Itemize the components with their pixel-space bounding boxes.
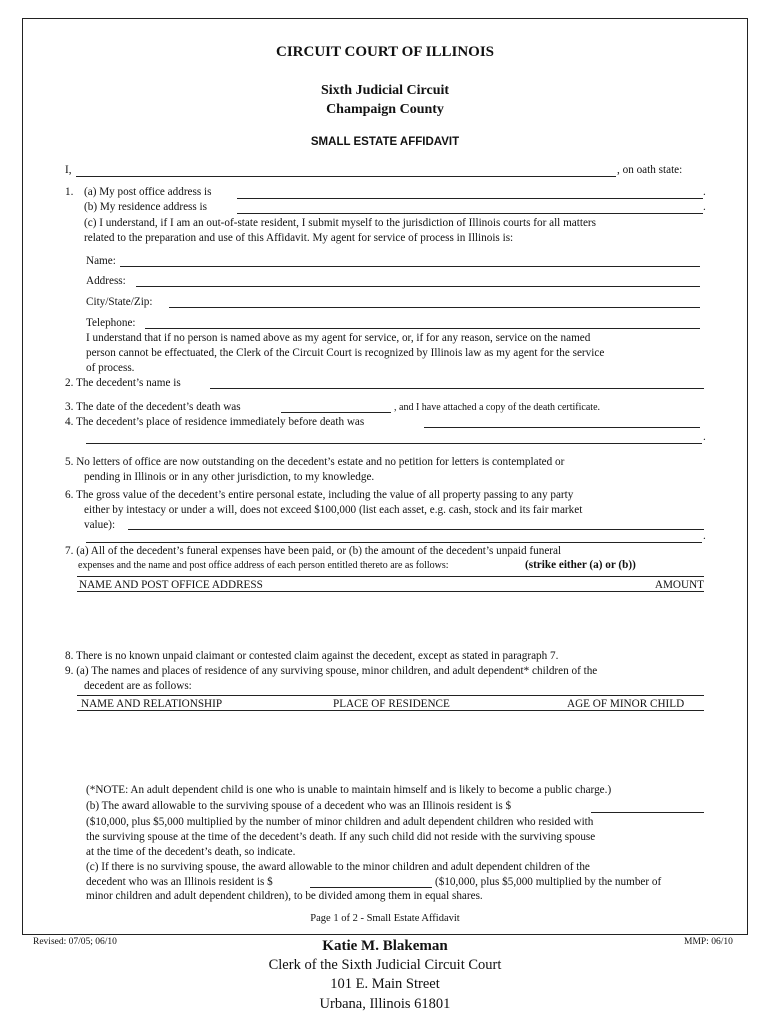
revised-date: Revised: 07/05; 06/10 bbox=[33, 937, 117, 947]
p3-suffix: , and I have attached a copy of the death certificate. bbox=[394, 402, 601, 413]
col-name-address: NAME AND POST OFFICE ADDRESS bbox=[79, 579, 263, 591]
p9b-line1: (b) The award allowable to the surviving spouse of a decedent who was an Illinois resident is $ bbox=[86, 800, 512, 812]
p6-line2: either by intestacy or under a will, does not exceed $100,000 (list each asset, e.g. cash, stock and its fair market bbox=[84, 504, 583, 516]
p6-line1: 6. The gross value of the decedent’s entire personal estate, including the value of all property passing to any party bbox=[65, 489, 574, 501]
residence-before-death-field-2[interactable] bbox=[86, 443, 702, 444]
p9c-line1: (c) If there is no surviving spouse, the award allowable to the minor children and adult dependent children of the bbox=[86, 861, 590, 873]
p1a-label: (a) My post office address is bbox=[84, 186, 212, 198]
p9c-line2b: ($10,000, plus $5,000 multiplied by the number of bbox=[435, 876, 662, 888]
p1c-line1: (c) I understand, if I am an out-of-state resident, I submit myself to the jurisdiction of Illinois courts for all matters bbox=[84, 217, 597, 229]
p7-strike-note: (strike either (a) or (b)) bbox=[525, 559, 636, 571]
page-label: Page 1 of 2 - Small Estate Affidavit bbox=[310, 913, 460, 924]
p8-text: 8. There is no known unpaid claimant or contested claim against the decedent, except as stated in paragraph 7. bbox=[65, 650, 559, 662]
p1-number: 1. bbox=[65, 186, 74, 198]
agent-city-field[interactable] bbox=[169, 307, 700, 308]
p9c-line3: minor children and adult dependent children), to be divided among them in equal shares. bbox=[86, 890, 483, 902]
col-age-minor: AGE OF MINOR CHILD bbox=[567, 698, 685, 710]
agent-address-field[interactable] bbox=[136, 286, 700, 287]
spouse-award-field[interactable] bbox=[591, 812, 704, 813]
p1c-line2: related to the preparation and use of this Affidavit. My agent for service of process in Illinois is: bbox=[84, 232, 514, 244]
intro-oath: , on oath state: bbox=[617, 164, 683, 176]
p1b-label: (b) My residence address is bbox=[84, 201, 208, 213]
court-title: CIRCUIT COURT OF ILLINOIS bbox=[276, 44, 494, 60]
agent-name-field[interactable] bbox=[120, 266, 700, 267]
death-date-field[interactable] bbox=[281, 412, 391, 413]
p9-line2: decedent are as follows: bbox=[84, 680, 192, 692]
clerk-street: 101 E. Main Street bbox=[330, 976, 440, 992]
funeral-expenses-table-header bbox=[77, 576, 704, 592]
intro-i: I, bbox=[65, 164, 72, 176]
p2-label: 2. The decedent’s name is bbox=[65, 377, 181, 389]
mmp-date: MMP: 06/10 bbox=[684, 937, 733, 947]
affiant-name-field[interactable] bbox=[76, 176, 616, 177]
survivors-table-header bbox=[77, 695, 704, 711]
p9b-line3: the surviving spouse at the time of the decedent’s death. If any such child did not reside with the surviving spouse bbox=[86, 831, 596, 843]
clerk-name: Katie M. Blakeman bbox=[322, 938, 448, 954]
p7-line2: expenses and the name and post office address of each person entitled thereto are as follows: bbox=[78, 560, 449, 571]
p9c-line2a: decedent who was an Illinois resident is $ bbox=[86, 876, 273, 888]
col-place-residence: PLACE OF RESIDENCE bbox=[333, 698, 450, 710]
p7-line1: 7. (a) All of the decedent’s funeral expenses have been paid, or (b) the amount of the decedent’s unpaid funeral bbox=[65, 545, 562, 557]
agent-address-label: Address: bbox=[86, 275, 126, 287]
agent-telephone-label: Telephone: bbox=[86, 317, 136, 329]
post-office-address-field[interactable] bbox=[237, 198, 703, 199]
p5-line2: pending in Illinois or in any other jurisdiction, to my knowledge. bbox=[84, 471, 375, 483]
p4-label: 4. The decedent’s place of residence immediately before death was bbox=[65, 416, 365, 428]
estate-assets-field[interactable] bbox=[128, 529, 704, 530]
p3-label: 3. The date of the decedent’s death was bbox=[65, 401, 241, 413]
p1-understand-line3: of process. bbox=[86, 362, 135, 374]
decedent-name-field[interactable] bbox=[210, 388, 704, 389]
p9b-line2: ($10,000, plus $5,000 multiplied by the number of minor children and adult dependent children who resided with bbox=[86, 816, 594, 828]
agent-city-label: City/State/Zip: bbox=[86, 296, 153, 308]
agent-name-label: Name: bbox=[86, 255, 116, 267]
agent-telephone-field[interactable] bbox=[145, 328, 700, 329]
circuit-name: Sixth Judicial Circuit bbox=[320, 83, 450, 98]
page-title: SMALL ESTATE AFFIDAVIT bbox=[310, 136, 460, 148]
col-name-relationship: NAME AND RELATIONSHIP bbox=[81, 698, 223, 710]
p9b-line4: at the time of the decedent’s death, so indicate. bbox=[86, 846, 296, 858]
p6-line3: value): bbox=[84, 519, 116, 531]
p5-line1: 5. No letters of office are now outstanding on the decedent’s estate and no petition for letters is contemplated or bbox=[65, 456, 565, 468]
residence-before-death-field[interactable] bbox=[424, 427, 700, 428]
p9-note: (*NOTE: An adult dependent child is one who is unable to maintain himself and is likely to become a public charge.) bbox=[86, 784, 612, 796]
p1-understand-line1: I understand that if no person is named above as my agent for service, or, if for any reason, service on the named bbox=[86, 332, 591, 344]
p1-understand-line2: person cannot be effectuated, the Clerk of the Circuit Court is recognized by Illinois law as my agent for the service bbox=[86, 347, 605, 359]
estate-assets-field-2[interactable] bbox=[86, 542, 702, 543]
clerk-city: Urbana, Illinois 61801 bbox=[319, 996, 451, 1012]
residence-address-field[interactable] bbox=[237, 213, 703, 214]
col-amount: AMOUNT bbox=[654, 579, 704, 591]
children-award-field[interactable] bbox=[310, 887, 432, 888]
p9-line1: 9. (a) The names and places of residence of any surviving spouse, minor children, and adult dependent* children of the bbox=[65, 665, 598, 677]
county-name: Champaign County bbox=[326, 102, 444, 117]
clerk-title: Clerk of the Sixth Judicial Circuit Court bbox=[268, 957, 502, 973]
